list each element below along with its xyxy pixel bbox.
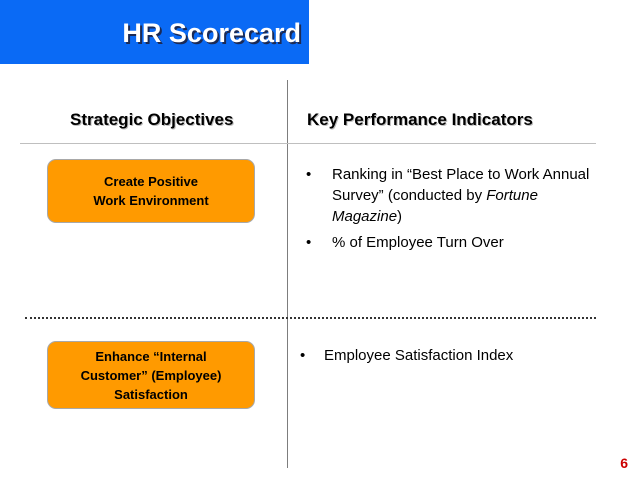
header-divider [20,143,596,144]
kpi-text-segment: ) [397,208,403,225]
objective-line: Work Environment [93,193,209,208]
column-header-strategic-objectives: Strategic Objectives [70,110,234,129]
kpi-bullet-best-place-to-work [306,164,606,228]
objective-box-work-environment [47,159,255,223]
kpi-text: % of Employee Turn Over [332,234,504,251]
slide-title: HR Scorecard [122,18,301,48]
kpi-bullet-satisfaction-index [300,345,600,367]
objective-box-internal-customer [47,341,255,409]
vertical-divider [287,80,288,468]
bullet-marker: • [306,234,312,251]
row-divider-dotted [25,317,596,319]
kpi-text: Employee Satisfaction Index [324,347,514,364]
title-bar [0,0,309,64]
kpi-italic-publication: Fortune [486,187,538,204]
page-number: 6 [620,455,628,471]
objective-line: Customer” (Employee) [80,367,222,383]
kpi-text [332,164,608,227]
kpi-text-segment: Survey” (conducted by [332,187,487,204]
kpi-text-line [332,185,608,206]
kpi-text-line [332,206,608,227]
objective-line: Enhance “Internal [95,348,207,364]
kpi-bullet-turnover [306,232,606,254]
objective-line: Create Positive [104,174,198,189]
objective-line: Satisfaction [114,386,188,402]
column-header-kpis: Key Performance Indicators [307,110,533,129]
kpi-text-line: Ranking in “Best Place to Work Annual [332,166,590,183]
bullet-marker: • [300,347,306,364]
bullet-marker: • [306,166,312,183]
kpi-italic-publication: Magazine [332,208,398,225]
